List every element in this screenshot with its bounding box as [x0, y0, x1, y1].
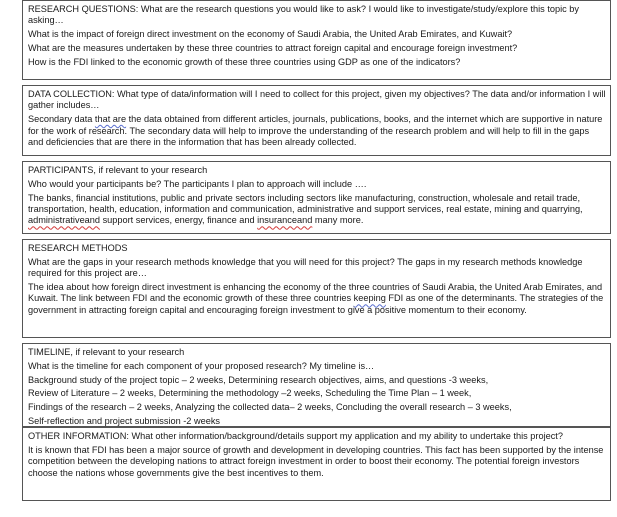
research-questions-heading: RESEARCH QUESTIONS: What are the research questions you would like to ask? I would like to investigate/study/explore this topic by asking… [28, 4, 579, 26]
participants-section [22, 161, 611, 234]
participants-heading: PARTICIPANTS, if relevant to your research [28, 165, 208, 175]
other-information-body: It is known that FDI has been a major source of growth and development in developing countries. This fact has been supported by the intense competition between the developing nations to attract foreign investment in order to boost their economy. The potential foreign investors choose the nations whose governments give the best incentives to them. [28, 444, 604, 478]
research-methods-heading: RESEARCH METHODS [28, 243, 128, 253]
spelling-mark-1: administrativeand [28, 215, 101, 226]
other-information-heading: OTHER INFORMATION: What other information/background/details support my application and my ability to undertake this project? [28, 431, 563, 441]
data-collection-heading: DATA COLLECTION: What type of data/information will I need to collect for this project, given my objectives? The data and/or information I will gather includes… [28, 89, 606, 111]
research-question-2: What are the measures undertaken by these three countries to attract foreign capital and encourage foreign investment? [28, 43, 518, 53]
research-question-1: What is the impact of foreign direct investment on the economy of Saudi Arabia, the United Arab Emirates, and Kuwait? [28, 29, 513, 40]
research-questions-section [22, 0, 611, 80]
data-collection-section [22, 85, 611, 156]
spelling-mark-2: insuranceand [257, 215, 313, 226]
timeline-section [22, 343, 611, 427]
grammar-mark: that are [94, 114, 127, 125]
document [22, 0, 611, 501]
grammar-mark: keeping [353, 293, 386, 304]
data-collection-body: Secondary data that are the data obtained from different articles, journals, publications, books, and the internet which are supportive in nature for the work of research. The secondary data will help to improve the understanding of the research problem and will help to fill in the gaps and deficiencies that are there in the information that has been already collected. [28, 114, 603, 148]
research-methods-question: What are the gaps in your research methods knowledge that you will need for this project? The gaps in my research methods knowledge required for this project are… [28, 256, 583, 279]
timeline-line-2: Review of Literature – 2 weeks, Determining the methodology –2 weeks, Scheduling the Time Plan – 1 week, [28, 388, 472, 399]
timeline-question: What is the timeline for each component of your proposed research? My timeline is… [28, 360, 375, 371]
participants-question: Who would your participants be? The participants I plan to approach will include …. [28, 178, 367, 189]
participants-body: The banks, financial institutions, public and private sectors including sectors like manufacturing, construction, wholesale and retail trade, transportation, health, education, information and communication, administrative and support services, real estate, mining and quarrying, administrativeand support services, energy, finance and insuranceand many more. [28, 192, 583, 226]
timeline-heading: TIMELINE, if relevant to your research [28, 347, 185, 357]
research-methods-body: The idea about how foreign direct investment is enhancing the economy of the three countries of Saudi Arabia, the United Arab Emirates, and Kuwait. The link between FDI and the economic growth of these three countries keeping FDI as one of the determinants. The strategies of the government in attracting foreign capital and encouraging foreign investment to give a positive momentum to their economy. [28, 282, 604, 315]
timeline-line-3: Findings of the research – 2 weeks, Analyzing the collected data– 2 weeks, Concluding the overall research – 3 weeks, [28, 402, 512, 413]
research-question-3: How is the FDI linked to the economic growth of these three countries using GDP as one of the indicators? [28, 56, 461, 67]
timeline-line-1: Background study of the project topic – 2 weeks, Determining research objectives, aims, and questions -3 weeks, [28, 374, 489, 385]
research-methods-section [22, 239, 611, 338]
timeline-line-4: Self-reflection and project submission -2 weeks [28, 415, 221, 426]
other-information-section [22, 427, 611, 501]
